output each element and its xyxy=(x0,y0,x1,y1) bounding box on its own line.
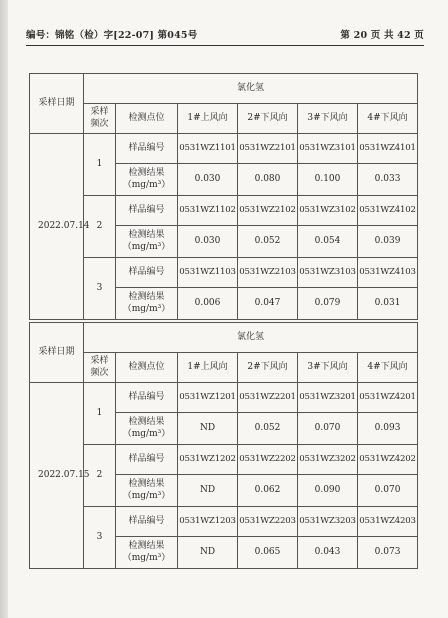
date-label: 采样日期 xyxy=(30,74,84,134)
pollutant-name: 氯化氢 xyxy=(84,74,418,104)
freq-value: 3 xyxy=(84,507,116,569)
result-value: ND xyxy=(178,413,238,445)
result-label-cell xyxy=(116,226,178,258)
sample-code: 0531WZ1202 xyxy=(178,445,238,475)
point-header: 4#下风向 xyxy=(358,353,418,383)
result-value: ND xyxy=(178,475,238,507)
result-label-cell xyxy=(116,537,178,569)
table-row xyxy=(30,507,418,537)
result-value: 0.043 xyxy=(298,537,358,569)
sample-code: 0531WZ4103 xyxy=(358,258,418,288)
result-table-2 xyxy=(29,322,418,569)
freq-value: 2 xyxy=(84,445,116,507)
result-label: 检测结果 xyxy=(128,291,165,302)
result-unit: （mg/m³） xyxy=(122,179,171,190)
freq-label: 采样频次 xyxy=(84,353,116,383)
sample-date: 2022.07.15 xyxy=(30,383,84,569)
freq-label: 采样频次 xyxy=(84,104,116,134)
result-unit: （mg/m³） xyxy=(122,428,171,439)
result-value: 0.030 xyxy=(178,164,238,196)
sample-code: 0531WZ3203 xyxy=(298,507,358,537)
result-value: 0.052 xyxy=(238,226,298,258)
document-page xyxy=(8,0,448,618)
freq-value: 1 xyxy=(84,134,116,196)
freq-value: 3 xyxy=(84,258,116,320)
result-table-1 xyxy=(29,73,418,320)
result-label-cell xyxy=(116,475,178,507)
column-header-row xyxy=(30,353,418,383)
sample-code: 0531WZ2201 xyxy=(238,383,298,413)
sample-code: 0531WZ3202 xyxy=(298,445,358,475)
sample-code: 0531WZ4202 xyxy=(358,445,418,475)
point-header: 4#下风向 xyxy=(358,104,418,134)
result-label-cell xyxy=(116,288,178,320)
sample-code: 0531WZ3101 xyxy=(298,134,358,164)
point-header: 2#下风向 xyxy=(238,104,298,134)
result-value: ND xyxy=(178,537,238,569)
sample-code: 0531WZ1102 xyxy=(178,196,238,226)
sample-label: 样品编号 xyxy=(116,196,178,226)
result-unit: （mg/m³） xyxy=(122,303,171,314)
result-value: 0.100 xyxy=(298,164,358,196)
sample-code: 0531WZ1101 xyxy=(178,134,238,164)
result-value: 0.090 xyxy=(298,475,358,507)
point-label: 检测点位 xyxy=(116,353,178,383)
result-value: 0.093 xyxy=(358,413,418,445)
result-label: 检测结果 xyxy=(128,416,165,427)
result-label: 检测结果 xyxy=(128,167,165,178)
result-unit: （mg/m³） xyxy=(122,490,171,501)
table-row xyxy=(30,383,418,413)
point-header: 1#上风向 xyxy=(178,353,238,383)
point-header: 1#上风向 xyxy=(178,104,238,134)
sample-code: 0531WZ3103 xyxy=(298,258,358,288)
result-value: 0.006 xyxy=(178,288,238,320)
result-value: 0.031 xyxy=(358,288,418,320)
sample-code: 0531WZ4101 xyxy=(358,134,418,164)
sample-code: 0531WZ2203 xyxy=(238,507,298,537)
result-value: 0.070 xyxy=(358,475,418,507)
date-label: 采样日期 xyxy=(30,323,84,383)
sample-code: 0531WZ4102 xyxy=(358,196,418,226)
sample-code: 0531WZ1203 xyxy=(178,507,238,537)
result-label: 检测结果 xyxy=(128,478,165,489)
sample-code: 0531WZ2102 xyxy=(238,196,298,226)
sample-label: 样品编号 xyxy=(116,134,178,164)
table-row xyxy=(30,258,418,288)
result-unit: （mg/m³） xyxy=(122,552,171,563)
result-value: 0.030 xyxy=(178,226,238,258)
result-label-cell xyxy=(116,164,178,196)
freq-value: 2 xyxy=(84,196,116,258)
point-header: 3#下风向 xyxy=(298,104,358,134)
point-header: 3#下风向 xyxy=(298,353,358,383)
result-value: 0.079 xyxy=(298,288,358,320)
result-value: 0.073 xyxy=(358,537,418,569)
result-value: 0.065 xyxy=(238,537,298,569)
sample-code: 0531WZ3201 xyxy=(298,383,358,413)
sample-code: 0531WZ2101 xyxy=(238,134,298,164)
result-value: 0.047 xyxy=(238,288,298,320)
sample-label: 样品编号 xyxy=(116,507,178,537)
point-header: 2#下风向 xyxy=(238,353,298,383)
result-value: 0.052 xyxy=(238,413,298,445)
sample-label: 样品编号 xyxy=(116,445,178,475)
sample-label: 样品编号 xyxy=(116,383,178,413)
result-label-cell xyxy=(116,413,178,445)
pollutant-name: 氯化氢 xyxy=(84,323,418,353)
sample-code: 0531WZ3102 xyxy=(298,196,358,226)
result-unit: （mg/m³） xyxy=(122,241,171,252)
result-value: 0.062 xyxy=(238,475,298,507)
sample-code: 0531WZ4203 xyxy=(358,507,418,537)
sample-code: 0531WZ1201 xyxy=(178,383,238,413)
result-label: 检测结果 xyxy=(128,540,165,551)
result-value: 0.033 xyxy=(358,164,418,196)
header-row xyxy=(30,323,418,353)
result-value: 0.080 xyxy=(238,164,298,196)
freq-value: 1 xyxy=(84,383,116,445)
result-value: 0.039 xyxy=(358,226,418,258)
sample-code: 0531WZ4201 xyxy=(358,383,418,413)
sample-code: 0531WZ1103 xyxy=(178,258,238,288)
page-info: 第 20 页 共 42 页 xyxy=(340,30,424,41)
sample-date: 2022.07.14 xyxy=(30,134,84,320)
column-header-row xyxy=(30,104,418,134)
page-shadow xyxy=(0,0,8,618)
header-row xyxy=(30,74,418,104)
doc-number: 编号：锦铭（检）字[22-07] 第045号 xyxy=(26,30,198,41)
result-value: 0.070 xyxy=(298,413,358,445)
result-label: 检测结果 xyxy=(128,229,165,240)
result-value: 0.054 xyxy=(298,226,358,258)
table-row xyxy=(30,134,418,164)
point-label: 检测点位 xyxy=(116,104,178,134)
sample-label: 样品编号 xyxy=(116,258,178,288)
header-divider xyxy=(26,45,424,46)
page-header xyxy=(26,27,424,43)
sample-code: 0531WZ2103 xyxy=(238,258,298,288)
sample-code: 0531WZ2202 xyxy=(238,445,298,475)
